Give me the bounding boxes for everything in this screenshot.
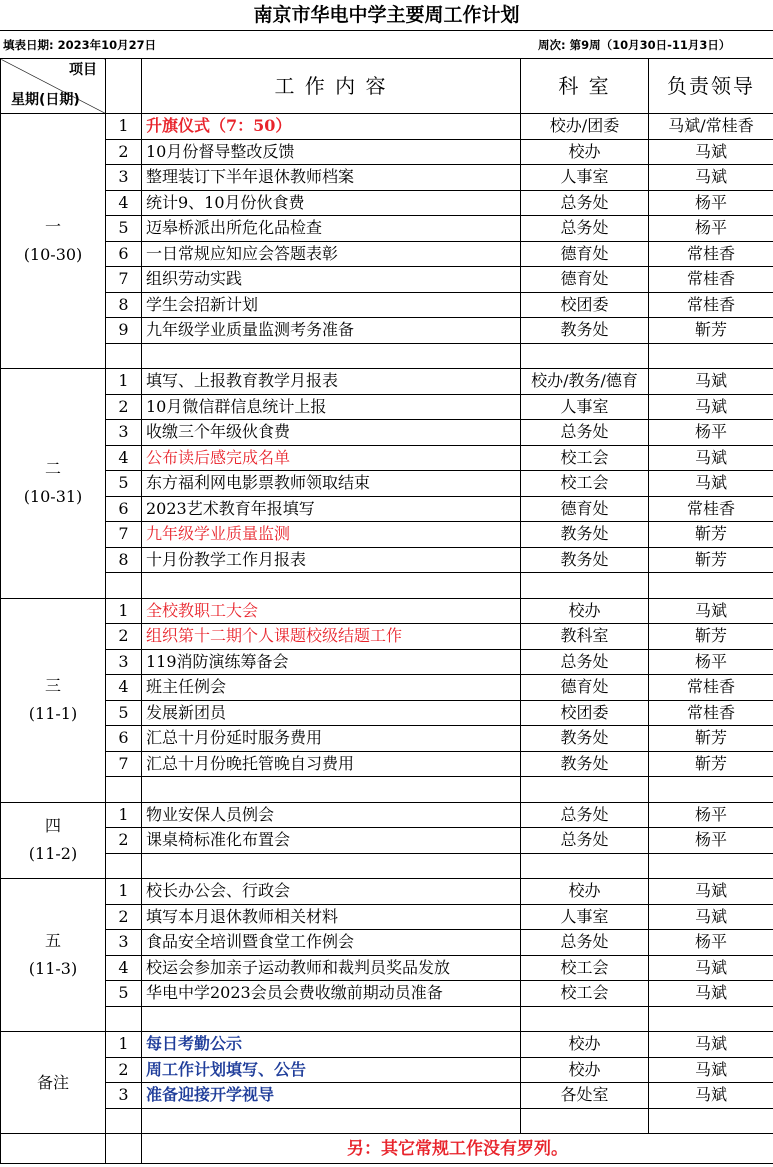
item-leader: 常桂香 xyxy=(649,241,773,267)
schedule-row xyxy=(1,114,773,140)
blank-cell xyxy=(649,1108,773,1134)
item-content: 填写、上报教育教学月报表 xyxy=(142,369,521,395)
item-number: 4 xyxy=(106,190,142,216)
item-content: 课桌椅标准化布置会 xyxy=(142,828,521,854)
blank-cell xyxy=(106,573,142,599)
item-number: 8 xyxy=(106,547,142,573)
item-content: 升旗仪式（7：50） xyxy=(142,114,521,140)
blank-cell xyxy=(649,1006,773,1032)
item-dept: 总务处 xyxy=(521,802,649,828)
item-dept: 教务处 xyxy=(521,522,649,548)
item-content: 食品安全培训暨食堂工作例会 xyxy=(142,930,521,956)
day-date: (10-30) xyxy=(23,245,83,264)
item-dept: 校办 xyxy=(521,1057,649,1083)
item-number: 4 xyxy=(106,445,142,471)
item-leader: 靳芳 xyxy=(649,751,773,777)
day-label: 一 xyxy=(44,217,61,236)
item-dept: 校办 xyxy=(521,598,649,624)
item-leader: 马斌 xyxy=(649,394,773,420)
schedule-row xyxy=(1,930,773,956)
item-number: 7 xyxy=(106,267,142,293)
item-number: 3 xyxy=(106,165,142,191)
schedule-row xyxy=(1,1032,773,1058)
header-weekday: 星期(日期) xyxy=(11,92,80,108)
schedule-row xyxy=(1,471,773,497)
item-leader: 靳芳 xyxy=(649,547,773,573)
item-content: 统计9、10月份伙食费 xyxy=(142,190,521,216)
item-number: 2 xyxy=(106,1057,142,1083)
item-dept: 校办/教务/德育 xyxy=(521,369,649,395)
schedule-row xyxy=(1,420,773,446)
day-date: (11-1) xyxy=(28,704,78,723)
schedule-row xyxy=(1,216,773,242)
blank-cell xyxy=(521,1006,649,1032)
schedule-row xyxy=(1,1057,773,1083)
item-number: 1 xyxy=(106,802,142,828)
item-leader: 靳芳 xyxy=(649,318,773,344)
item-number: 5 xyxy=(106,700,142,726)
item-leader: 靳芳 xyxy=(649,624,773,650)
blank-cell xyxy=(649,573,773,599)
fill-date: 填表日期: 2023年10月27日 xyxy=(3,38,157,52)
item-leader: 常桂香 xyxy=(649,496,773,522)
week-info: 周次: 第9周（10月30日-11月3日） xyxy=(538,38,731,52)
schedule-row xyxy=(1,904,773,930)
blank-cell xyxy=(142,343,521,369)
item-leader: 马斌/常桂香 xyxy=(649,114,773,140)
day-label: 二 xyxy=(44,459,61,479)
item-content: 填写本月退休教师相关材料 xyxy=(142,904,521,930)
item-leader: 杨平 xyxy=(649,216,773,242)
item-content: 学生会招新计划 xyxy=(142,292,521,318)
meta-row xyxy=(0,31,773,58)
schedule-row xyxy=(1,522,773,548)
blank-row xyxy=(1,853,773,879)
schedule-row xyxy=(1,802,773,828)
item-number: 6 xyxy=(106,726,142,752)
item-number: 3 xyxy=(106,649,142,675)
blank-cell xyxy=(106,343,142,369)
item-content: 九年级学业质量监测 xyxy=(142,522,521,548)
item-leader: 杨平 xyxy=(649,828,773,854)
item-leader: 靳芳 xyxy=(649,726,773,752)
item-leader: 马斌 xyxy=(649,1057,773,1083)
item-content: 2023艺术教育年报填写 xyxy=(142,496,521,522)
item-content: 迈皋桥派出所危化品检查 xyxy=(142,216,521,242)
blank-cell xyxy=(142,777,521,803)
item-number: 4 xyxy=(106,675,142,701)
item-dept: 教务处 xyxy=(521,547,649,573)
item-content: 十月份教学工作月报表 xyxy=(142,547,521,573)
item-leader: 马斌 xyxy=(649,1032,773,1058)
item-leader: 马斌 xyxy=(649,955,773,981)
item-content: 发展新团员 xyxy=(142,700,521,726)
blank-cell xyxy=(106,853,142,879)
item-dept: 人事室 xyxy=(521,165,649,191)
item-number: 8 xyxy=(106,292,142,318)
blank-cell xyxy=(521,1108,649,1134)
schedule-row xyxy=(1,879,773,905)
schedule-row xyxy=(1,190,773,216)
item-dept: 总务处 xyxy=(521,649,649,675)
item-leader: 马斌 xyxy=(649,598,773,624)
item-content: 汇总十月份晚托管晚自习费用 xyxy=(142,751,521,777)
day-cell xyxy=(1,114,106,369)
item-dept: 总务处 xyxy=(521,190,649,216)
item-content: 119消防演练筹备会 xyxy=(142,649,521,675)
item-content: 校运会参加亲子运动教师和裁判员奖品发放 xyxy=(142,955,521,981)
blank-cell xyxy=(649,777,773,803)
item-dept: 教科室 xyxy=(521,624,649,650)
blank-cell xyxy=(521,777,649,803)
item-number: 6 xyxy=(106,241,142,267)
schedule-row xyxy=(1,267,773,293)
item-leader: 常桂香 xyxy=(649,292,773,318)
blank-cell xyxy=(142,853,521,879)
item-dept: 德育处 xyxy=(521,267,649,293)
item-content: 校长办公会、行政会 xyxy=(142,879,521,905)
day-cell xyxy=(1,1032,106,1134)
item-dept: 总务处 xyxy=(521,216,649,242)
item-leader: 常桂香 xyxy=(649,267,773,293)
item-leader: 杨平 xyxy=(649,420,773,446)
item-content: 汇总十月份延时服务费用 xyxy=(142,726,521,752)
item-content: 每日考勤公示 xyxy=(142,1032,521,1058)
footer-blank-day xyxy=(1,1134,106,1164)
item-dept: 校办 xyxy=(521,1032,649,1058)
day-cell xyxy=(1,369,106,599)
item-content: 收缴三个年级伙食费 xyxy=(142,420,521,446)
item-dept: 教务处 xyxy=(521,751,649,777)
day-cell xyxy=(1,598,106,802)
item-dept: 校工会 xyxy=(521,955,649,981)
schedule-row xyxy=(1,726,773,752)
footer-blank-no xyxy=(106,1134,142,1164)
item-leader: 马斌 xyxy=(649,981,773,1007)
schedule-row xyxy=(1,241,773,267)
item-number: 2 xyxy=(106,828,142,854)
header-content: 工 作 内 容 xyxy=(142,59,521,114)
item-dept: 总务处 xyxy=(521,420,649,446)
schedule-row xyxy=(1,394,773,420)
item-number: 5 xyxy=(106,216,142,242)
diagonal-header-cell xyxy=(1,59,106,114)
item-dept: 校工会 xyxy=(521,471,649,497)
item-dept: 校团委 xyxy=(521,700,649,726)
blank-cell xyxy=(142,1108,521,1134)
day-label: 四 xyxy=(44,816,61,836)
blank-cell xyxy=(521,343,649,369)
blank-row xyxy=(1,777,773,803)
item-dept: 校团委 xyxy=(521,292,649,318)
schedule-row xyxy=(1,649,773,675)
item-number: 7 xyxy=(106,522,142,548)
header-no xyxy=(106,59,142,114)
item-number: 2 xyxy=(106,139,142,165)
item-dept: 人事室 xyxy=(521,394,649,420)
item-leader: 杨平 xyxy=(649,190,773,216)
blank-row xyxy=(1,343,773,369)
day-date: (11-2) xyxy=(28,844,78,864)
header-leader: 负责领导 xyxy=(649,59,773,114)
item-leader: 常桂香 xyxy=(649,675,773,701)
day-label: 三 xyxy=(44,676,61,695)
blank-cell xyxy=(106,1006,142,1032)
item-number: 2 xyxy=(106,394,142,420)
item-content: 华电中学2023会员会费收缴前期动员准备 xyxy=(142,981,521,1007)
item-leader: 杨平 xyxy=(649,802,773,828)
item-number: 2 xyxy=(106,904,142,930)
item-leader: 杨平 xyxy=(649,930,773,956)
item-dept: 总务处 xyxy=(521,828,649,854)
item-content: 物业安保人员例会 xyxy=(142,802,521,828)
item-leader: 马斌 xyxy=(649,904,773,930)
blank-cell xyxy=(106,777,142,803)
item-leader: 靳芳 xyxy=(649,522,773,548)
page-title: 南京市华电中学主要周工作计划 xyxy=(0,0,773,31)
item-content: 10月份督导整改反馈 xyxy=(142,139,521,165)
day-cell xyxy=(1,879,106,1032)
item-dept: 教务处 xyxy=(521,726,649,752)
blank-cell xyxy=(106,1108,142,1134)
day-cell xyxy=(1,802,106,879)
item-content: 全校教职工大会 xyxy=(142,598,521,624)
item-leader: 马斌 xyxy=(649,1083,773,1109)
item-dept: 校办/团委 xyxy=(521,114,649,140)
item-content: 组织第十二期个人课题校级结题工作 xyxy=(142,624,521,650)
footer-note: 另：其它常规工作没有罗列。 xyxy=(142,1134,773,1164)
item-dept: 各处室 xyxy=(521,1083,649,1109)
schedule-row xyxy=(1,598,773,624)
schedule-row xyxy=(1,700,773,726)
item-number: 2 xyxy=(106,624,142,650)
item-dept: 总务处 xyxy=(521,930,649,956)
schedule-row xyxy=(1,751,773,777)
item-dept: 人事室 xyxy=(521,904,649,930)
blank-cell xyxy=(649,853,773,879)
item-content: 九年级学业质量监测考务准备 xyxy=(142,318,521,344)
item-dept: 校工会 xyxy=(521,445,649,471)
item-number: 1 xyxy=(106,114,142,140)
blank-cell xyxy=(142,1006,521,1032)
schedule-row xyxy=(1,828,773,854)
item-number: 1 xyxy=(106,1032,142,1058)
footer-row xyxy=(1,1134,773,1164)
header-dept: 科 室 xyxy=(521,59,649,114)
blank-row xyxy=(1,573,773,599)
item-leader: 杨平 xyxy=(649,649,773,675)
item-content: 东方福利网电影票教师领取结束 xyxy=(142,471,521,497)
schedule-table xyxy=(0,58,773,1164)
item-number: 6 xyxy=(106,496,142,522)
day-label: 备注 xyxy=(36,1072,69,1092)
schedule-row xyxy=(1,955,773,981)
item-number: 3 xyxy=(106,1083,142,1109)
item-leader: 马斌 xyxy=(649,879,773,905)
blank-row xyxy=(1,1006,773,1032)
blank-row xyxy=(1,1108,773,1134)
day-label: 五 xyxy=(44,931,61,950)
item-content: 10月微信群信息统计上报 xyxy=(142,394,521,420)
blank-cell xyxy=(649,343,773,369)
blank-cell xyxy=(521,853,649,879)
schedule-row xyxy=(1,496,773,522)
item-dept: 德育处 xyxy=(521,496,649,522)
item-content: 组织劳动实践 xyxy=(142,267,521,293)
item-content: 周工作计划填写、公告 xyxy=(142,1057,521,1083)
schedule-row xyxy=(1,318,773,344)
schedule-row xyxy=(1,675,773,701)
schedule-row xyxy=(1,445,773,471)
item-content: 一日常规应知应会答题表彰 xyxy=(142,241,521,267)
item-leader: 常桂香 xyxy=(649,700,773,726)
header-item: 项目 xyxy=(69,62,97,78)
item-content: 公布读后感完成名单 xyxy=(142,445,521,471)
item-number: 9 xyxy=(106,318,142,344)
day-date: (11-3) xyxy=(28,959,78,978)
item-number: 7 xyxy=(106,751,142,777)
item-number: 1 xyxy=(106,598,142,624)
schedule-row xyxy=(1,981,773,1007)
item-content: 整理装订下半年退休教师档案 xyxy=(142,165,521,191)
header-row xyxy=(1,59,773,114)
item-leader: 马斌 xyxy=(649,369,773,395)
day-date: (10-31) xyxy=(23,487,83,507)
item-dept: 校办 xyxy=(521,879,649,905)
item-number: 1 xyxy=(106,369,142,395)
blank-cell xyxy=(521,573,649,599)
schedule-row xyxy=(1,1083,773,1109)
schedule-row xyxy=(1,624,773,650)
item-number: 4 xyxy=(106,955,142,981)
item-leader: 马斌 xyxy=(649,471,773,497)
item-leader: 马斌 xyxy=(649,165,773,191)
item-leader: 马斌 xyxy=(649,445,773,471)
item-number: 5 xyxy=(106,471,142,497)
blank-cell xyxy=(142,573,521,599)
item-dept: 校工会 xyxy=(521,981,649,1007)
item-number: 1 xyxy=(106,879,142,905)
item-dept: 德育处 xyxy=(521,241,649,267)
item-content: 班主任例会 xyxy=(142,675,521,701)
item-number: 3 xyxy=(106,930,142,956)
item-dept: 教务处 xyxy=(521,318,649,344)
schedule-row xyxy=(1,165,773,191)
item-leader: 马斌 xyxy=(649,139,773,165)
item-number: 5 xyxy=(106,981,142,1007)
item-dept: 校办 xyxy=(521,139,649,165)
item-number: 3 xyxy=(106,420,142,446)
item-content: 准备迎接开学视导 xyxy=(142,1083,521,1109)
schedule-row xyxy=(1,547,773,573)
schedule-row xyxy=(1,369,773,395)
schedule-row xyxy=(1,292,773,318)
schedule-row xyxy=(1,139,773,165)
item-dept: 德育处 xyxy=(521,675,649,701)
